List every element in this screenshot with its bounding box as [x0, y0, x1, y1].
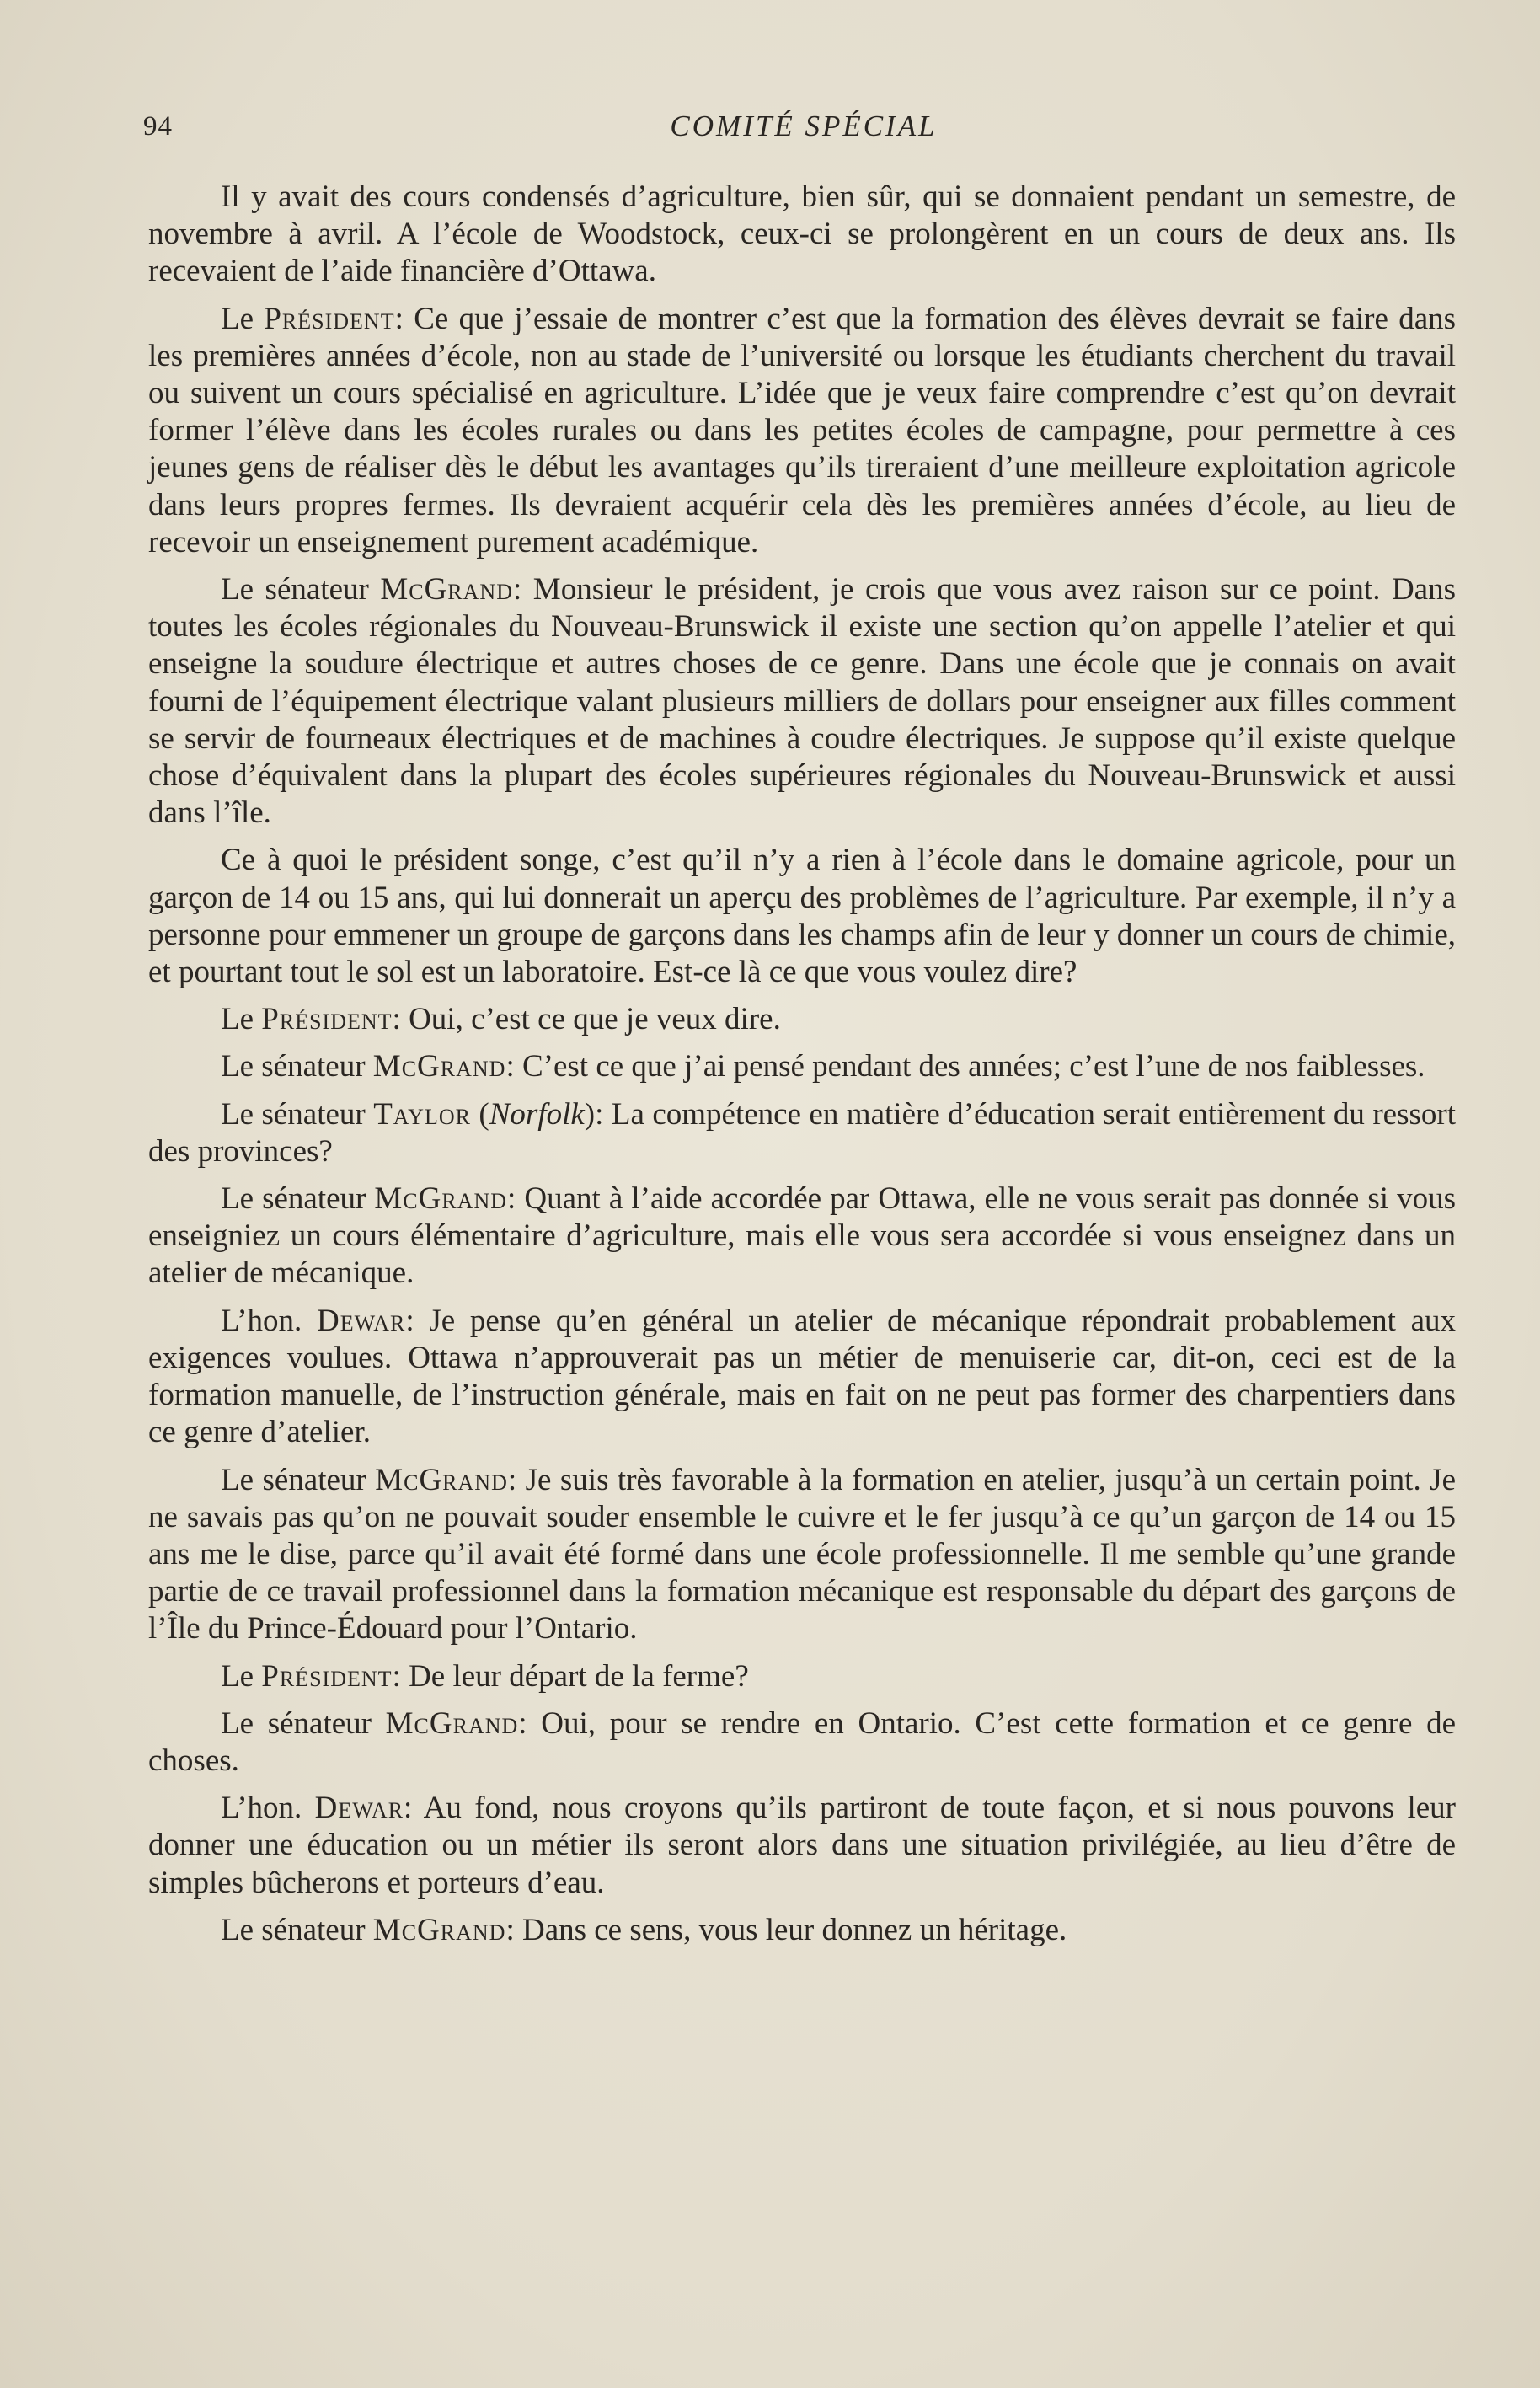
paragraph: [148, 1048, 1456, 1085]
paragraph-text: Il y avait des cours condensés d’agriculture, bien sûr, qui se donnaient pendant un semestre, de novembre à avril. A l’école de Woodstock, ceux-ci se prolongèrent en un cours de deux ans. Ils recevaient de l’aide financière d’Ottawa.: [148, 179, 1456, 289]
speaker-name: Président: [261, 1658, 393, 1694]
paragraph-text: Quant à l’aide accordée par Ottawa, elle ne vous serait pas donnée si vous enseigniez un cours élémentaire d’agriculture, mais elle vous sera accordée si vous enseignez dans un atelier de mécanique.: [148, 1181, 1457, 1291]
speaker-title: Le sénateur: [221, 1912, 373, 1947]
paragraph-text: Ce que j’essaie de montrer c’est que la formation des élèves devrait se faire dans les premières années d’école, non au stade de l’université ou lorsque les étudiants cherchent du travail ou suivent un cours spécialisé en agriculture. L’idée que je veux faire comprendre c’est qu’on devrait former l’élève dans les écoles rurales ou dans les petites écoles de campagne, pour permettre à ces jeunes gens de réaliser dès le début les avantages qu’ils tireraient d’une meilleure exploitation agricole dans leurs propres fermes. Ils devraient acquérir cela dès les premières années d’école, au lieu de recevoir un enseignement purement académique.: [148, 301, 1457, 560]
page-number: 94: [143, 111, 173, 142]
paragraph: [148, 571, 1456, 832]
speaker-separator: :: [404, 1791, 424, 1826]
speaker-separator: :: [505, 1049, 522, 1084]
paragraph-text: Dans ce sens, vous leur donnez un héritage.: [521, 1912, 1067, 1947]
speaker-name: McGrand: [372, 1049, 506, 1084]
paragraph: [148, 179, 1456, 291]
speaker-separator: :: [507, 1462, 526, 1497]
speaker-title: Le sénateur: [221, 1181, 375, 1217]
speaker-title: Le sénateur: [221, 1462, 376, 1497]
speaker-title: Le: [221, 301, 265, 336]
paragraph-text: Je pense qu’en général un atelier de mécanique répondrait probablement aux exigences voulues. Ottawa n’approuverait pas un métier de menuiserie car, dit-on, ceci est de la formation manuelle, de l’instruction générale, mais en fait on ne peut pas former des charpentiers dans ce genre d’atelier.: [148, 1303, 1456, 1450]
speaker-separator: :: [505, 1912, 522, 1947]
speaker-riding: Norfolk: [489, 1096, 585, 1132]
running-title: COMITÉ SPÉCIAL: [670, 110, 938, 142]
speaker-title: Le sénateur: [221, 1096, 374, 1132]
paragraph: [148, 1705, 1456, 1780]
speaker-name: McGrand: [374, 1181, 508, 1217]
paragraph: [148, 1001, 1456, 1038]
paragraph-text: La compétence en matière d’éducation serait entièrement du ressort des provinces?: [148, 1096, 1457, 1169]
paragraph: [148, 1181, 1456, 1293]
paragraph: Le sénateur Taylor (Norfolk): La compétence en matière d’éducation serait entièrement du ressort des provinces?: [148, 1096, 1457, 1169]
speaker-separator: :: [518, 1705, 542, 1741]
speaker-separator: :: [405, 1303, 430, 1338]
paragraph: [148, 1303, 1456, 1452]
paragraph: [148, 842, 1456, 991]
paragraph-text: De leur départ de la ferme?: [409, 1658, 749, 1694]
paragraph: [148, 1462, 1456, 1648]
speaker-name: Taylor: [373, 1096, 471, 1132]
paragraph-text: Oui, pour se rendre en Ontario. C’est cette formation et ce genre de choses.: [148, 1705, 1456, 1778]
speaker-title: L’hon.: [221, 1303, 317, 1338]
paragraph-text: Oui, c’est ce que je veux dire.: [409, 1002, 781, 1037]
paragraph-text: Je suis très favorable à la formation en atelier, jusqu’à un certain point. Je ne savais pas qu’on ne pouvait souder ensemble le cuivre et le fer jusqu’à ce qu’un garçon de 14 ou 15 ans me le dise, parce qu’il avait été formé dans une école professionnelle. Il me semble qu’une grande partie de ce travail professionnel dans la formation mécanique est responsable du départ des garçons de l’Île du Prince-Édouard pour l’Ontario.: [148, 1462, 1456, 1646]
speaker-separator: :: [392, 1658, 409, 1694]
paragraph: [148, 301, 1456, 561]
speaker-title: Le sénateur: [221, 1705, 386, 1741]
speaker-name: McGrand: [385, 1705, 519, 1741]
speaker-name: McGrand: [375, 1462, 508, 1497]
paragraph-text: Ce à quoi le président songe, c’est qu’il n’y a rien à l’école dans le domaine agricole, pour un garçon de 14 ou 15 ans, qui lui donnerait un aperçu des problèmes de l’agriculture. Par exemple, il n’y a personne pour emmener un groupe de garçons dans les champs afin de leur y donner un cours de chimie, et pourtant tout le sol est un laboratoire. Est-ce là ce que vous voulez dire?: [148, 843, 1456, 990]
paragraph: [148, 1912, 1456, 1949]
body-text: [148, 179, 1456, 1959]
speaker-separator: :: [394, 301, 414, 336]
paragraph-text: Au fond, nous croyons qu’ils partiront de toute façon, et si nous pouvons leur donner une éducation ou un métier ils seront alors dans une situation privilégiée, au lieu d’être de simples bûcherons et porteurs d’eau.: [148, 1791, 1456, 1900]
paragraph-text: C’est ce que j’ai pensé pendant des années; c’est l’une de nos faiblesses.: [521, 1049, 1425, 1084]
speaker-name: Dewar: [314, 1791, 404, 1826]
speaker-separator: :: [595, 1096, 612, 1132]
speaker-title: Le sénateur: [221, 572, 381, 608]
speaker-separator: :: [507, 1181, 525, 1217]
speaker-title: Le: [221, 1658, 262, 1694]
paragraph: [148, 1658, 1456, 1695]
speaker-separator: :: [512, 572, 533, 608]
speaker-name: Président: [264, 301, 395, 336]
speaker-name: Président: [261, 1002, 393, 1037]
speaker-title: Le sénateur: [221, 1049, 373, 1084]
paragraph: [148, 1790, 1456, 1902]
speaker-name: McGrand: [372, 1912, 506, 1947]
speaker-title: Le: [221, 1002, 262, 1037]
speaker-name: McGrand: [380, 572, 513, 608]
paragraph-text: Monsieur le président, je crois que vous avez raison sur ce point. Dans toutes les écoles régionales du Nouveau-Brunswick il existe une section qu’on appelle l’atelier et qui enseigne la soudure électrique et autres choses de ce genre. Dans une école que je connais on avait fourni de l’équipement électrique valant plusieurs milliers de dollars pour enseigner aux filles comment se servir de fourneaux électriques et de machines à coudre électriques. Je suppose qu’il existe quelque chose d’équivalent dans la plupart des écoles supérieures régionales du Nouveau-Brunswick et aussi dans l’île.: [148, 572, 1457, 831]
speaker-separator: :: [392, 1002, 409, 1037]
speaker-title: L’hon.: [221, 1791, 315, 1826]
speaker-name: Dewar: [316, 1303, 406, 1338]
